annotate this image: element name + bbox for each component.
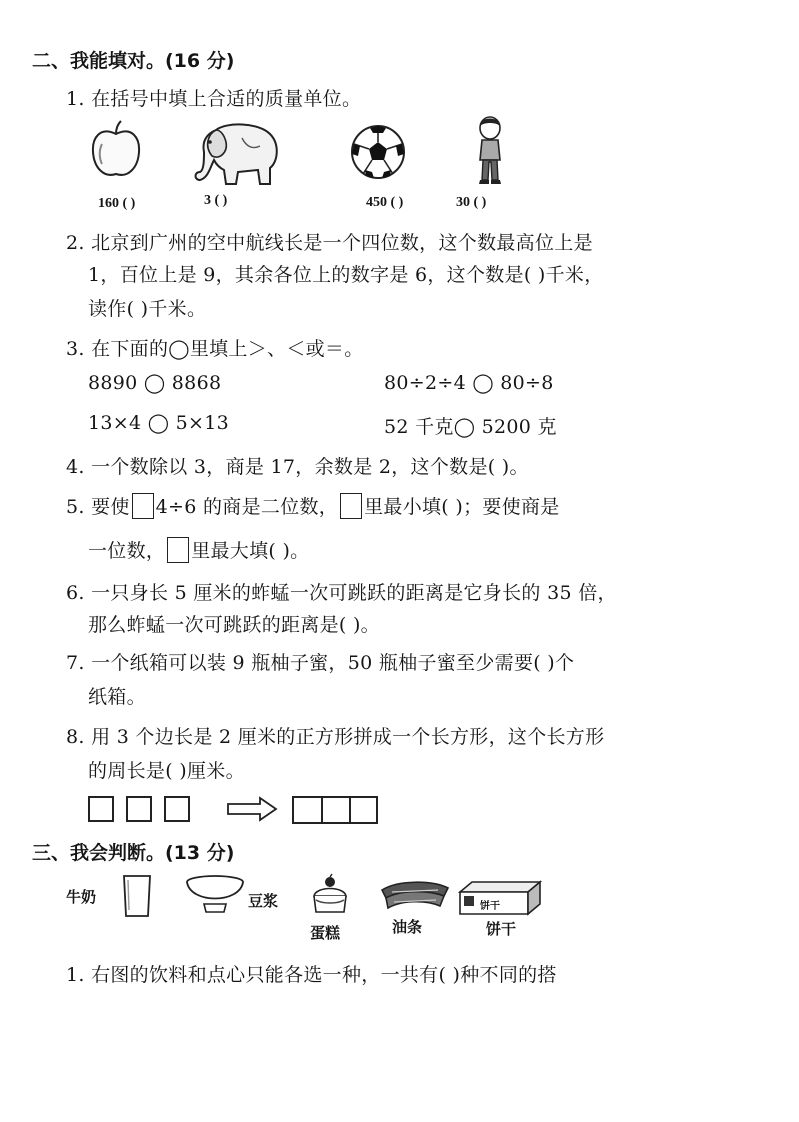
question-5-part-4: 一位数，: [88, 540, 166, 562]
soccer-ball-icon: [350, 124, 406, 180]
question-5-part-1: 5. 要使: [66, 496, 130, 518]
caption-apple: 160 ( ): [98, 196, 136, 211]
question-6-line-1: 6. 一只身长 5 厘米的蚱蜢一次可跳跃的距离是它身长的 35 倍，: [66, 582, 617, 604]
question-1-text: 1. 在括号中填上合适的质量单位。: [66, 88, 362, 110]
label-cake: 蛋糕: [310, 924, 341, 942]
label-soy-milk: 豆浆: [248, 892, 279, 910]
biscuit-box-icon: [458, 880, 542, 916]
rectangle-of-three-squares: [292, 796, 378, 824]
soy-milk-bowl-icon: [184, 874, 246, 916]
question-5-part-5: 里最大填( )。: [191, 540, 310, 562]
biscuit-box-text: 饼干: [480, 901, 500, 912]
section-2-title: 二、我能填对。(16 分): [32, 50, 235, 72]
blank-box: [167, 537, 189, 563]
question-8-line-2: 的周长是( )厘米。: [88, 760, 245, 782]
elephant-icon: [186, 116, 282, 188]
question-2-line-1: 2. 北京到广州的空中航线长是一个四位数，这个数最高位上是: [66, 232, 593, 254]
question-2-line-3: 读作( )千米。: [88, 298, 207, 320]
youtiao-icon: [378, 878, 452, 914]
question-6-line-2: 那么蚱蜢一次可跳跃的距离是( )。: [88, 614, 380, 636]
caption-boy: 30 ( ): [456, 195, 487, 210]
compare-row-2-right: 52 千克◯ 5200 克: [384, 416, 557, 438]
caption-soccer-ball: 450 ( ): [366, 195, 404, 210]
section-3-question-1: 1. 右图的饮料和点心只能各选一种，一共有( )种不同的搭: [66, 964, 557, 986]
compare-row-1-right: 80÷2÷4 ◯ 80÷8: [384, 372, 554, 394]
question-5-line-1: [66, 492, 560, 519]
question-5-part-2: 4÷6 的商是二位数，: [155, 496, 339, 518]
square: [126, 796, 152, 822]
square: [88, 796, 114, 822]
compare-row-1-left: 8890 ◯ 8868: [88, 372, 222, 394]
section-3-title: 三、我会判断。(13 分): [32, 842, 235, 864]
question-2-line-2: 1，百位上是 9，其余各位上的数字是 6，这个数是( )千米，: [88, 264, 604, 286]
cake-icon: [310, 874, 350, 918]
label-youtiao: 油条: [392, 918, 423, 936]
arrow-right-icon: [226, 796, 278, 822]
question-7-line-2: 纸箱。: [88, 686, 146, 708]
question-5-part-3: 里最小填( )；要使商是: [364, 496, 560, 518]
label-milk: 牛奶: [66, 888, 97, 906]
compare-row-2-left: 13×4 ◯ 5×13: [88, 412, 230, 434]
caption-elephant: 3 ( ): [204, 193, 228, 208]
blank-box: [340, 493, 362, 519]
boy-icon: [474, 116, 506, 188]
question-3-text: 3. 在下面的◯里填上＞、＜或＝。: [66, 338, 364, 360]
question-4-text: 4. 一个数除以 3，商是 17，余数是 2，这个数是( )。: [66, 456, 529, 478]
square: [164, 796, 190, 822]
question-7-line-1: 7. 一个纸箱可以装 9 瓶柚子蜜，50 瓶柚子蜜至少需要( )个: [66, 652, 575, 674]
question-8-line-1: 8. 用 3 个边长是 2 厘米的正方形拼成一个长方形，这个长方形: [66, 726, 605, 748]
milk-glass-icon: [122, 874, 152, 918]
blank-box: [132, 493, 154, 519]
question-5-line-2: [88, 536, 309, 563]
label-biscuit: 饼干: [486, 920, 517, 938]
apple-icon: [90, 120, 142, 180]
